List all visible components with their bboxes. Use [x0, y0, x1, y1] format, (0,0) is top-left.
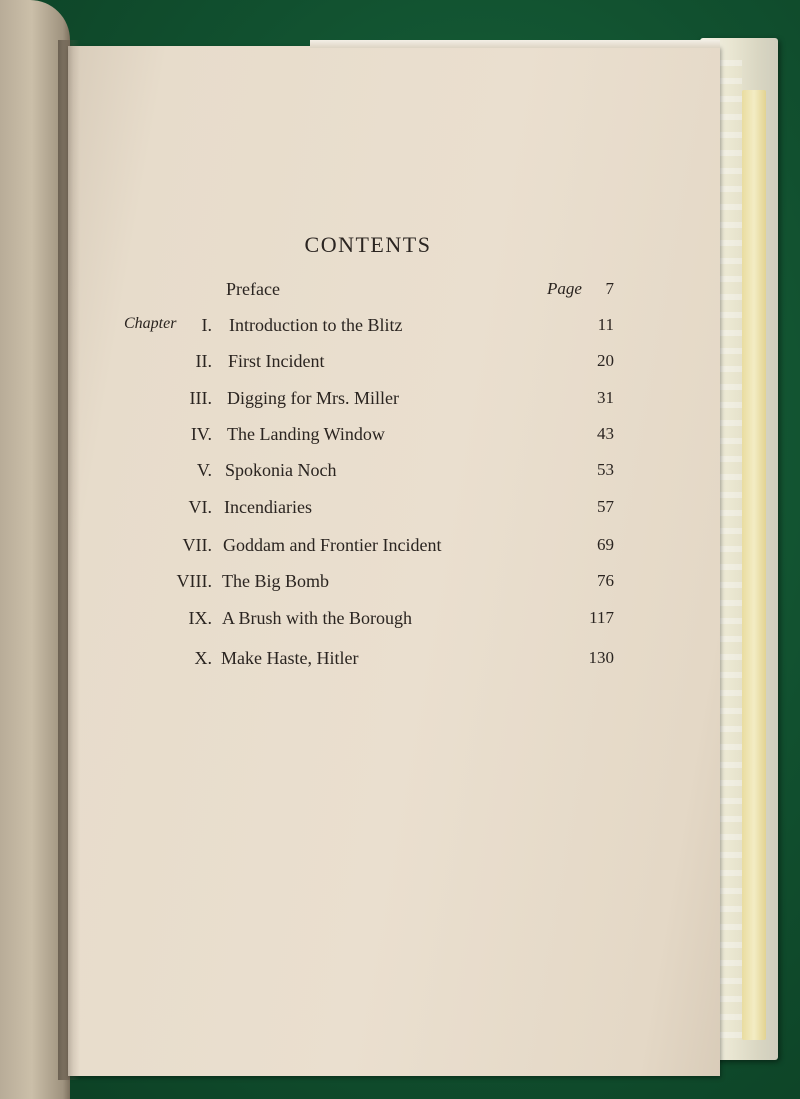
page-label: Page: [547, 279, 582, 298]
toc-row-preface: [0, 279, 800, 309]
entry-page: 7: [605, 279, 614, 298]
jacket-edge: [742, 90, 766, 1040]
entry-page: 11: [597, 315, 614, 334]
chapter-numeral: I.: [201, 315, 212, 335]
entry-page: 76: [597, 571, 614, 590]
entry-page: 130: [588, 648, 614, 667]
toc-row: [0, 497, 800, 527]
entry-title: The Landing Window: [227, 424, 385, 444]
entry-page: 57: [597, 497, 614, 516]
chapter-numeral: VI.: [188, 497, 212, 517]
chapter-numeral: VIII.: [176, 571, 212, 591]
contents-heading: CONTENTS: [304, 232, 432, 257]
entry-page: 20: [597, 351, 614, 370]
toc-row: [0, 351, 800, 381]
chapter-numeral: IX.: [188, 608, 212, 628]
toc-row: [0, 460, 800, 490]
entry-page: 53: [597, 460, 614, 479]
chapter-numeral: X.: [194, 648, 212, 668]
entry-title: A Brush with the Borough: [222, 608, 413, 628]
chapter-numeral: V.: [196, 460, 212, 480]
toc-row: [0, 648, 800, 678]
toc-row: [0, 388, 800, 418]
toc-row: [0, 571, 800, 601]
entry-page: 31: [597, 388, 614, 407]
entry-title: First Incident: [228, 351, 325, 371]
entry-title: Goddam and Frontier Incident: [223, 535, 442, 555]
chapter-numeral: II.: [195, 351, 212, 371]
entry-title: Make Haste, Hitler: [221, 648, 359, 668]
chapter-numeral: III.: [189, 388, 212, 408]
entry-page: 117: [589, 608, 614, 627]
entry-title: The Big Bomb: [222, 571, 329, 591]
entry-page: 69: [597, 535, 614, 554]
entry-title: Incendiaries: [224, 497, 312, 517]
chapter-label: Chapter: [124, 315, 177, 332]
toc-row: [0, 424, 800, 454]
page-edge: [310, 40, 720, 48]
toc-row: [0, 608, 800, 638]
chapter-numeral: IV.: [190, 424, 212, 444]
entry-title: Introduction to the Blitz: [229, 315, 403, 335]
entry-page: 43: [597, 424, 614, 443]
toc-row: [0, 535, 800, 565]
entry-title: Spokonia Noch: [225, 460, 337, 480]
entry-title: Digging for Mrs. Miller: [227, 388, 399, 408]
chapter-numeral: VII.: [182, 535, 212, 555]
toc-row: [0, 315, 800, 345]
entry-title: Preface: [226, 279, 280, 299]
